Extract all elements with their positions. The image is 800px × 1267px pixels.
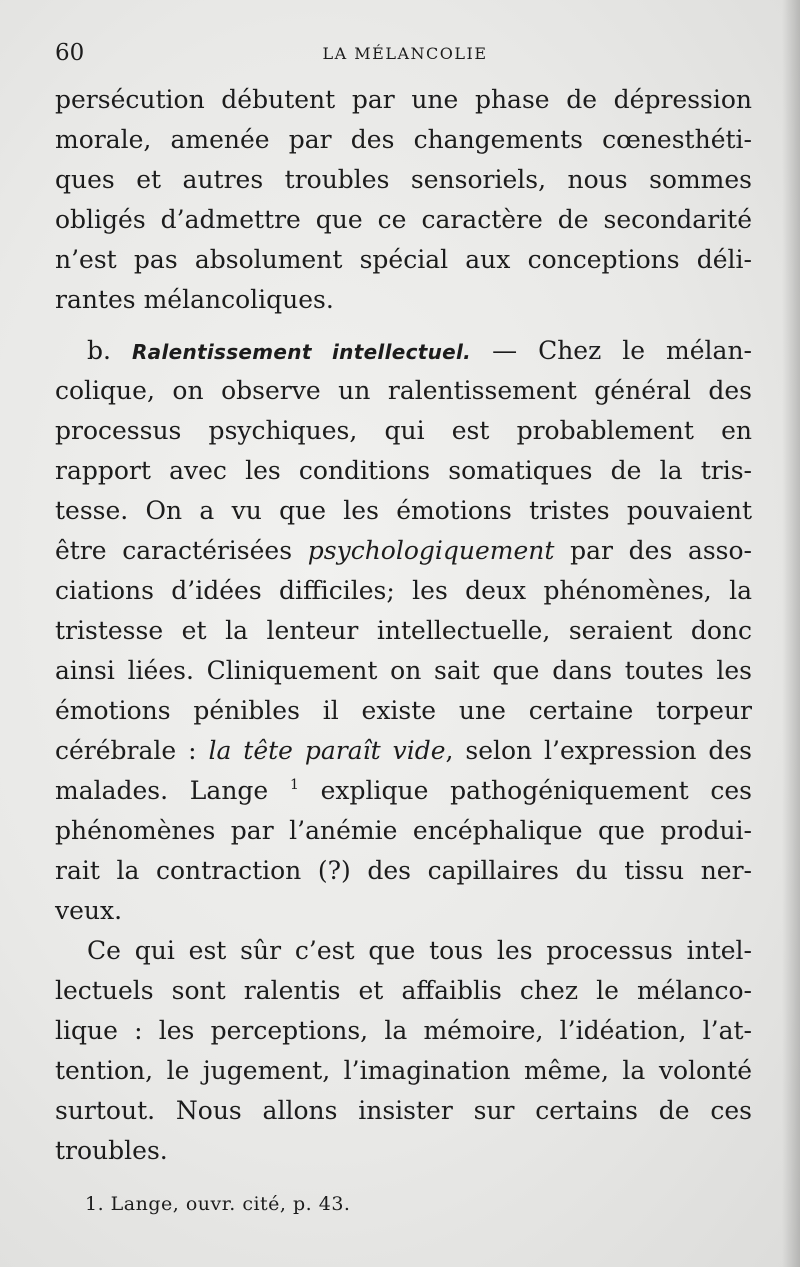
text-line: surtout. Nous allons insister sur certains de ces [55,1096,752,1125]
italic-quote: la tête paraît vide [208,736,446,765]
text-line: ques et autres troubles sensoriels, nous sommes [55,165,752,194]
section-heading-line [55,331,752,371]
text-line: ciations d’idées difficiles; les deux phénomènes, la [55,576,752,605]
paragraph-gap [55,320,752,331]
text-line: obligés d’admettre que ce caractère de secondarité [55,205,752,234]
text-line: rapport avec les conditions somatiques de la tris- [55,456,752,485]
text-line: rantes mélancoliques. [55,285,334,314]
text-line [55,731,752,771]
page-edge-shadow [782,0,800,1267]
text-line: tention, le jugement, l’imagination même, la volonté [55,1056,752,1085]
text-line: émotions pénibles il existe une certaine torpeur [55,696,752,725]
text-fragment: par des asso- [554,536,753,565]
text-line [55,531,752,571]
text-line: lique : les perceptions, la mémoire, l’idéation, l’at- [55,1016,752,1045]
text-line: tesse. On a vu que les émotions tristes pouvaient [55,496,752,525]
text-line: troubles. [55,1136,168,1165]
text-fragment: — Chez le mélan- [471,336,752,365]
text-fragment: , selon l’expression des [445,736,752,765]
text-line: morale, amenée par des changements cœnesthéti- [55,125,752,154]
running-title: LA MÉLANCOLIE [322,44,488,63]
text-line: veux. [55,896,123,925]
text-line [55,771,752,811]
footnote-reference[interactable]: 1 [289,777,299,793]
italic-term: psychologiquement [307,536,555,565]
text-fragment: malades. Lange [55,776,290,805]
text-line: n’est pas absolument spécial aux conceptions déli- [55,245,752,274]
text-fragment: explique pathogéniquement ces [298,776,752,805]
running-head [55,40,755,70]
section-title: Ralentissement intellectuel. [131,340,472,364]
text-fragment: être caractérisées [55,536,308,565]
text-line: rait la contraction (?) des capillaires du tissu ner- [55,856,752,885]
section-letter: b. [87,336,111,365]
text-fragment: Ce qui est sûr c’est que tous les processus intel- [87,936,752,965]
text-line: ainsi liées. Cliniquement on sait que dans toutes les [55,656,752,685]
text-line [55,931,752,971]
body-text [55,80,752,1171]
text-line: processus psychiques, qui est probablement en [55,416,752,445]
text-line: persécution débutent par une phase de dépression [55,85,752,114]
text-line: tristesse et la lenteur intellectuelle, seraient donc [55,616,752,645]
text-line: colique, on observe un ralentissement général des [55,376,752,405]
text-fragment: cérébrale : [55,736,209,765]
text-line: phénomènes par l’anémie encéphalique que produi- [55,816,752,845]
page-number: 60 [55,40,85,66]
footnote: 1. Lange, ouvr. cité, p. 43. [85,1193,351,1215]
text-line: lectuels sont ralentis et affaiblis chez le mélanco- [55,976,752,1005]
